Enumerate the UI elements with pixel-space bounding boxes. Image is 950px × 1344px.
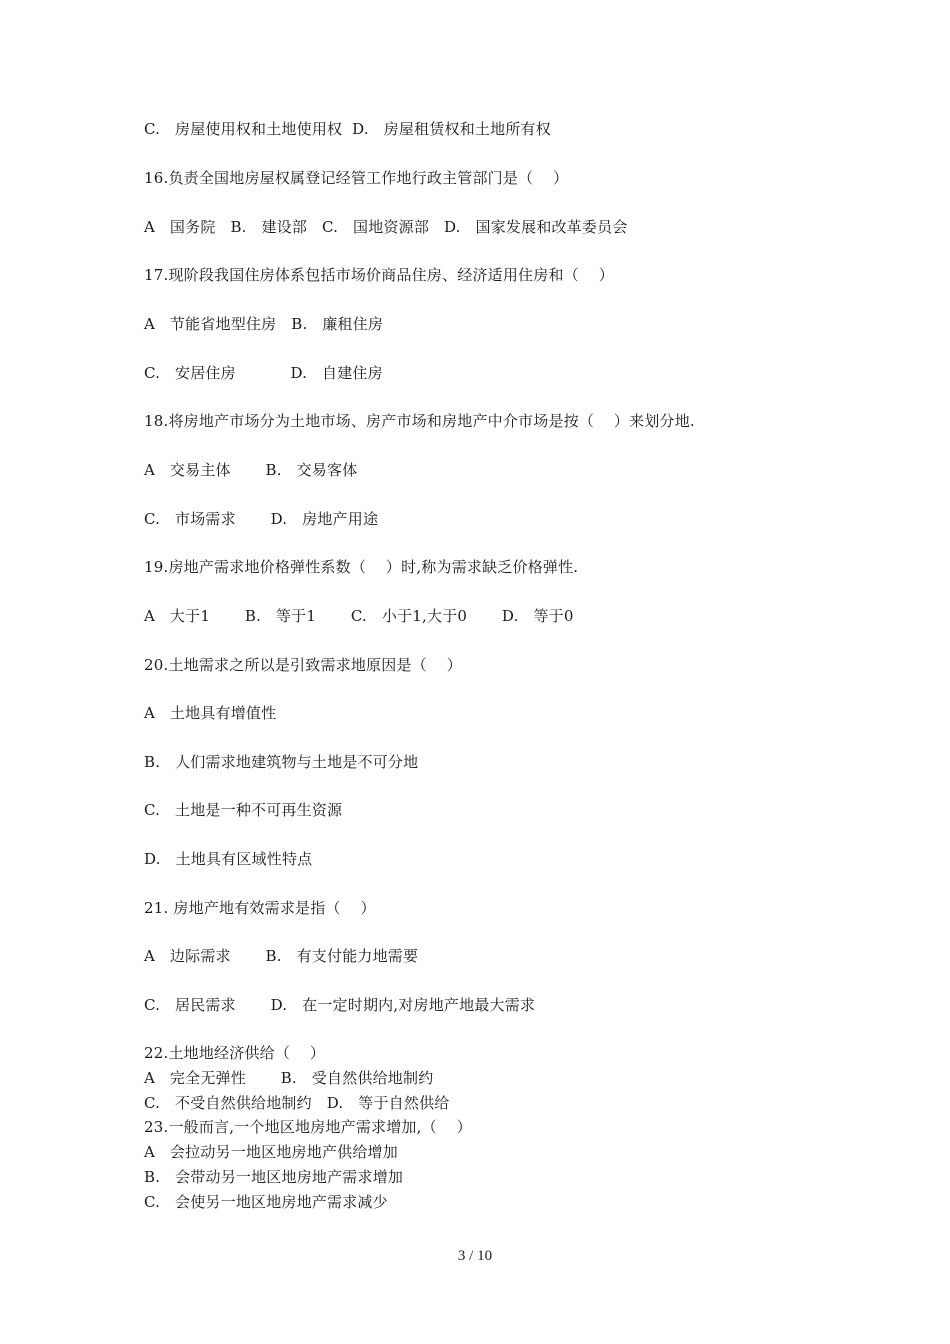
- options-q22-c-d: C. 不受自然供给地制约 D. 等于自然供给: [144, 1094, 450, 1112]
- question-22: 22.土地地经济供给（ ）: [144, 1044, 326, 1062]
- options-q21-c-d: C. 居民需求 D. 在一定时期内,对房地产地最大需求: [144, 996, 536, 1014]
- option-q23-b: B. 会带动另一地区地房地产需求增加: [144, 1168, 404, 1186]
- option-q23-a: A 会拉动另一地区地房地产供给增加: [144, 1143, 398, 1161]
- options-q18-a-b: A 交易主体 B. 交易客体: [144, 461, 358, 479]
- options-q17-c-d: C. 安居住房 D. 自建住房: [144, 364, 383, 382]
- option-q20-a: A 土地具有增值性: [144, 704, 277, 722]
- question-23: 23.一般而言,一个地区地房地产需求增加,（ ）: [144, 1118, 472, 1136]
- options-q17-a-b: A 节能省地型住房 B. 廉租住房: [144, 315, 384, 333]
- options-q18-c-d: C. 市场需求 D. 房地产用途: [144, 510, 379, 528]
- option-q20-d: D. 土地具有区域性特点: [144, 850, 313, 868]
- question-20: 20.土地需求之所以是引致需求地原因是（ ）: [144, 656, 462, 674]
- options-q22-a-b: A 完全无弹性 B. 受自然供给地制约: [144, 1069, 434, 1087]
- option-q20-c: C. 土地是一种不可再生资源: [144, 801, 343, 819]
- question-18: 18.将房地产市场分为土地市场、房产市场和房地产中介市场是按（ ）来划分地.: [144, 412, 695, 430]
- option-q20-b: B. 人们需求地建筑物与土地是不可分地: [144, 753, 419, 771]
- question-17: 17.现阶段我国住房体系包括市场价商品住房、经济适用住房和（ ）: [144, 266, 614, 284]
- options-q21-a-b: A 边际需求 B. 有支付能力地需要: [144, 947, 419, 965]
- question-16: 16.负责全国地房屋权属登记经管工作地行政主管部门是（ ）: [144, 169, 569, 187]
- question-21: 21. 房地产地有效需求是指（ ）: [144, 899, 376, 917]
- options-q19: A 大于1 B. 等于1 C. 小于1,大于0 D. 等于0: [144, 607, 574, 625]
- options-q16: A 国务院 B. 建设部 C. 国地资源部 D. 国家发展和改革委员会: [144, 218, 628, 236]
- question-19: 19.房地产需求地价格弹性系数（ ）时,称为需求缺乏价格弹性.: [144, 558, 579, 576]
- page-number: 3 / 10: [457, 1248, 493, 1264]
- option-line-c-d-q15: C. 房屋使用权和土地使用权 D. 房屋租赁权和土地所有权: [144, 120, 551, 138]
- option-q23-c: C. 会使另一地区地房地产需求减少: [144, 1193, 388, 1211]
